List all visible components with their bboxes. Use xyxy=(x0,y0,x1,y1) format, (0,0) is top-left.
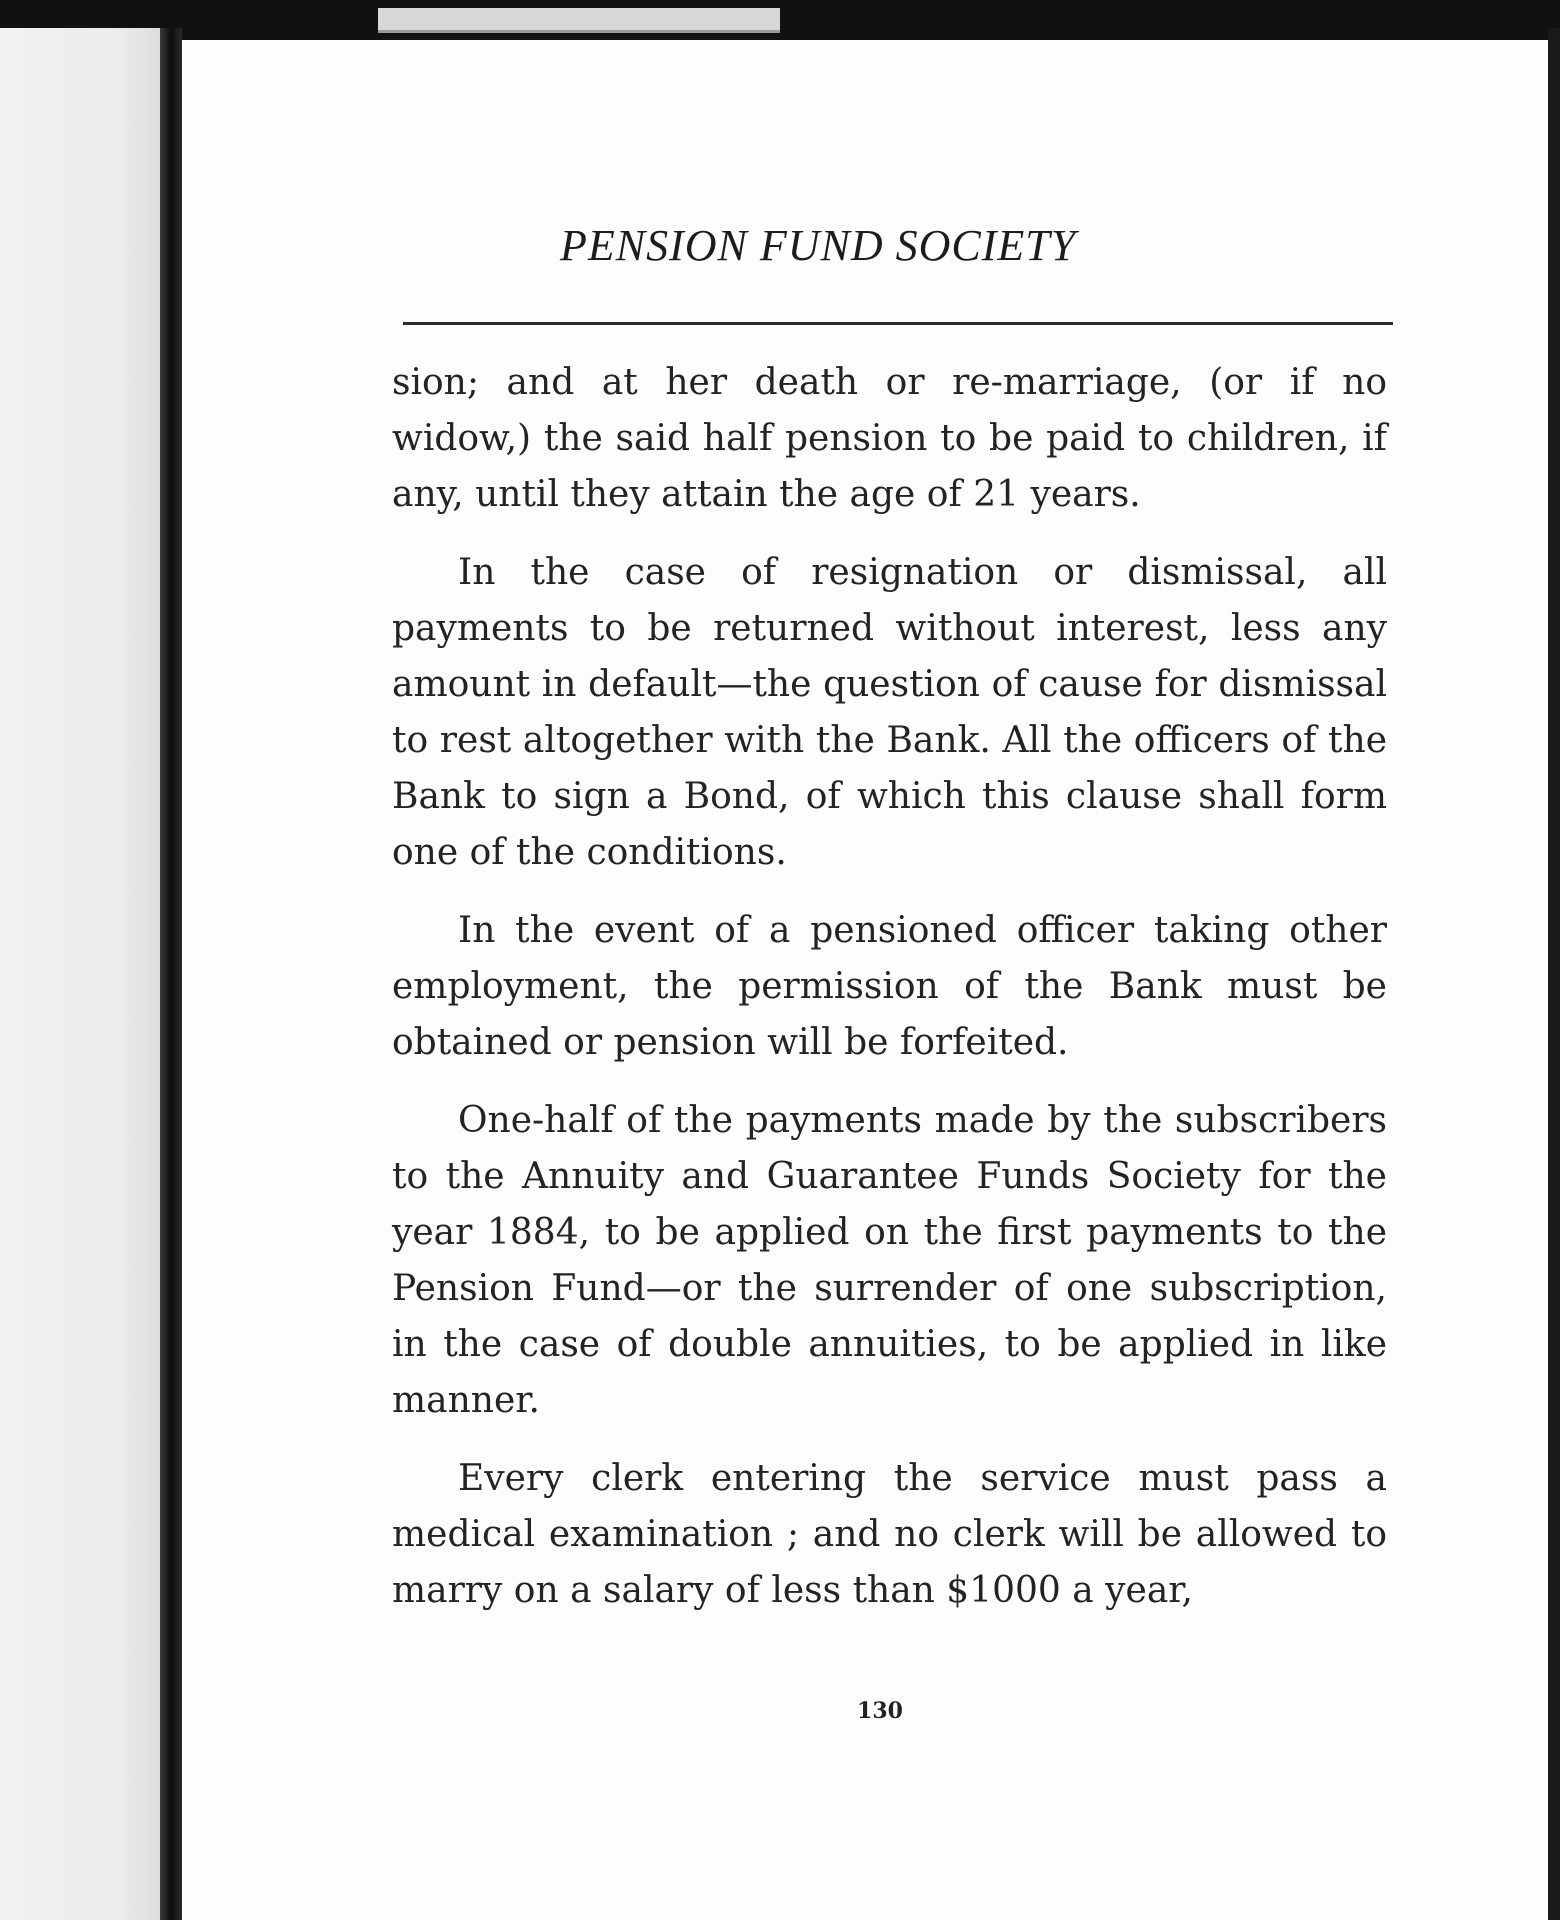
paragraph-annuity: One-half of the payments made by the subscribers to the Annuity and Guarantee Funds Society for the year 1884, to be applied on the first payments to the Pension Fund—or the surrender of one subscription, in the case of double annuities, to be applied in like manner. xyxy=(392,1100,1387,1421)
header-rule xyxy=(403,322,1393,325)
paragraph-resignation: In the case of resignation or dismissal, all payments to be returned without interest, less any amount in default—the question of cause for dismissal to rest altogether with the Bank. All the officers of the Bank to sign a Bond, of which this clause shall form one of the conditions. xyxy=(392,552,1387,873)
running-head: PENSION FUND SOCIETY xyxy=(560,221,1077,270)
page-number: 130 xyxy=(857,1698,903,1724)
paragraph-employment: In the event of a pensioned officer taking other employment, the permission of the Bank must be obtained or pension will be forfeited. xyxy=(392,910,1387,1063)
paragraph-continuation: sion; and at her death or re-marriage, (or if no widow,) the said half pension to be paid to children, if any, until they attain the age of 21 years. xyxy=(392,362,1387,515)
scan-top-strip xyxy=(378,8,780,33)
scan-right-border xyxy=(1548,28,1560,1920)
left-page-edge xyxy=(0,28,168,1920)
scan-top-border xyxy=(0,0,1560,40)
body-text xyxy=(392,355,1387,1641)
book-gutter xyxy=(160,28,182,1920)
paragraph-medical: Every clerk entering the service must pass a medical examination ; and no clerk will be allowed to marry on a salary of less than $1000 a year, xyxy=(392,1458,1387,1611)
